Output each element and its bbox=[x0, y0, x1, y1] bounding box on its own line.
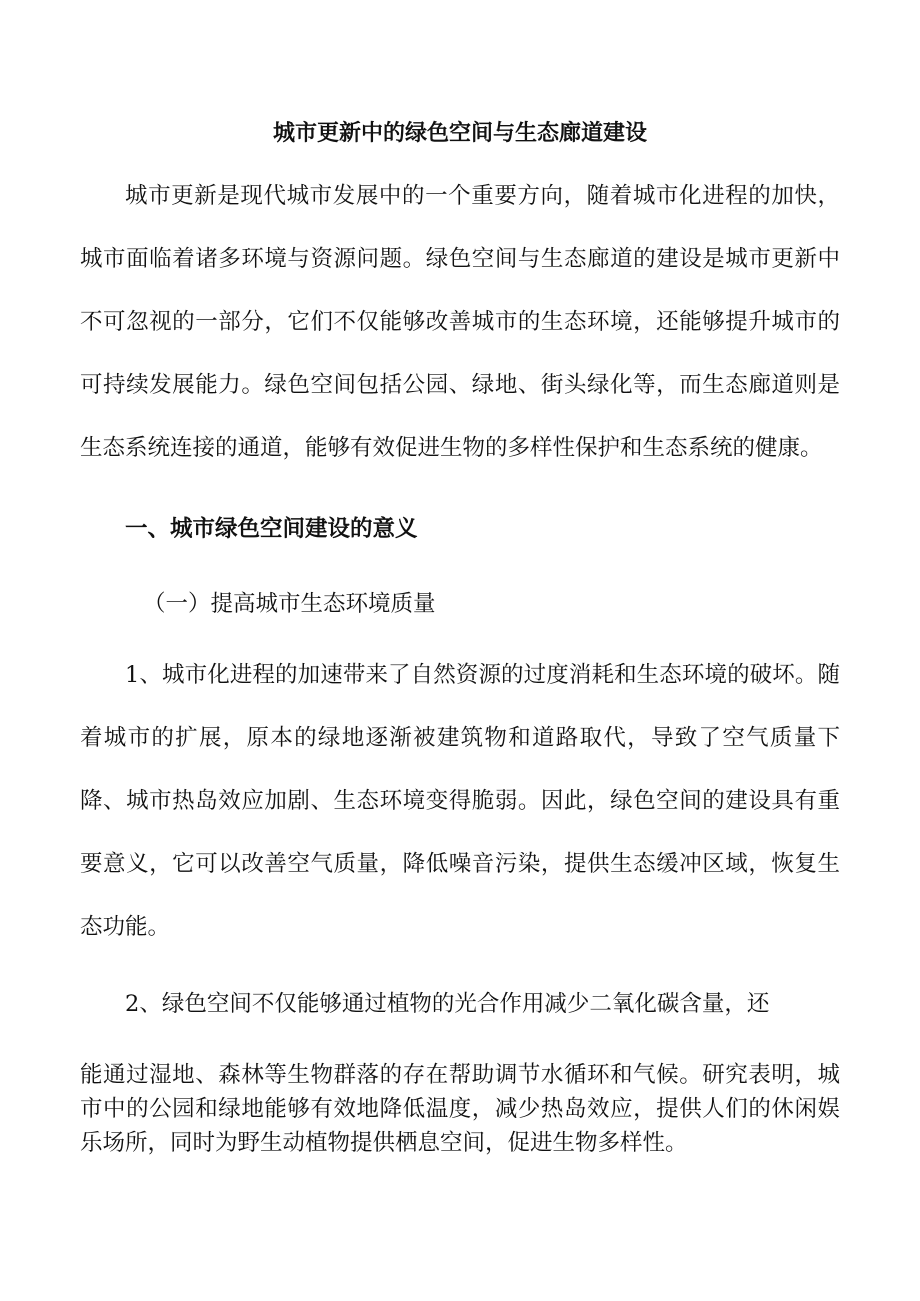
document-title: 城市更新中的绿色空间与生态廊道建设 bbox=[272, 120, 647, 146]
subsection-heading: （一）提高城市生态环境质量 bbox=[143, 591, 436, 617]
section-heading: 一、城市绿色空间建设的意义 bbox=[125, 516, 418, 542]
item-2-continuation: 能通过湿地、森林等生物群落的存在帮助调节水循环和气候。研究表明，城市中的公园和绿地能够有效地降低温度，减少热岛效应，提供人们的休闲娱乐场所，同时为野生动植物提供栖息空间，促进生物多样性。 bbox=[80, 1062, 840, 1156]
item-2-first-line: 2、绿色空间不仅能够通过植物的光合作用减少二氧化碳含量，还 bbox=[125, 991, 770, 1017]
intro-paragraph: 城市更新是现代城市发展中的一个重要方向，随着城市化进程的加快，城市面临着诸多环境与资源问题。绿色空间与生态廊道的建设是城市更新中不可忽视的一部分，它们不仅能够改善城市的生态环境，还能够提升城市的可持续发展能力。绿色空间包括公园、绿地、街头绿化等，而生态廊道则是生态系统连接的通道，能够有效促进生物的多样性保护和生态系统的健康。 bbox=[80, 183, 840, 461]
item-1-paragraph: 1、城市化进程的加速带来了自然资源的过度消耗和生态环境的破坏。随着城市的扩展，原本的绿地逐渐被建筑物和道路取代，导致了空气质量下降、城市热岛效应加剧、生态环境变得脆弱。因此，绿色空间的建设具有重要意义，它可以改善空气质量，降低噪音污染，提供生态缓冲区域，恢复生态功能。 bbox=[80, 662, 840, 940]
